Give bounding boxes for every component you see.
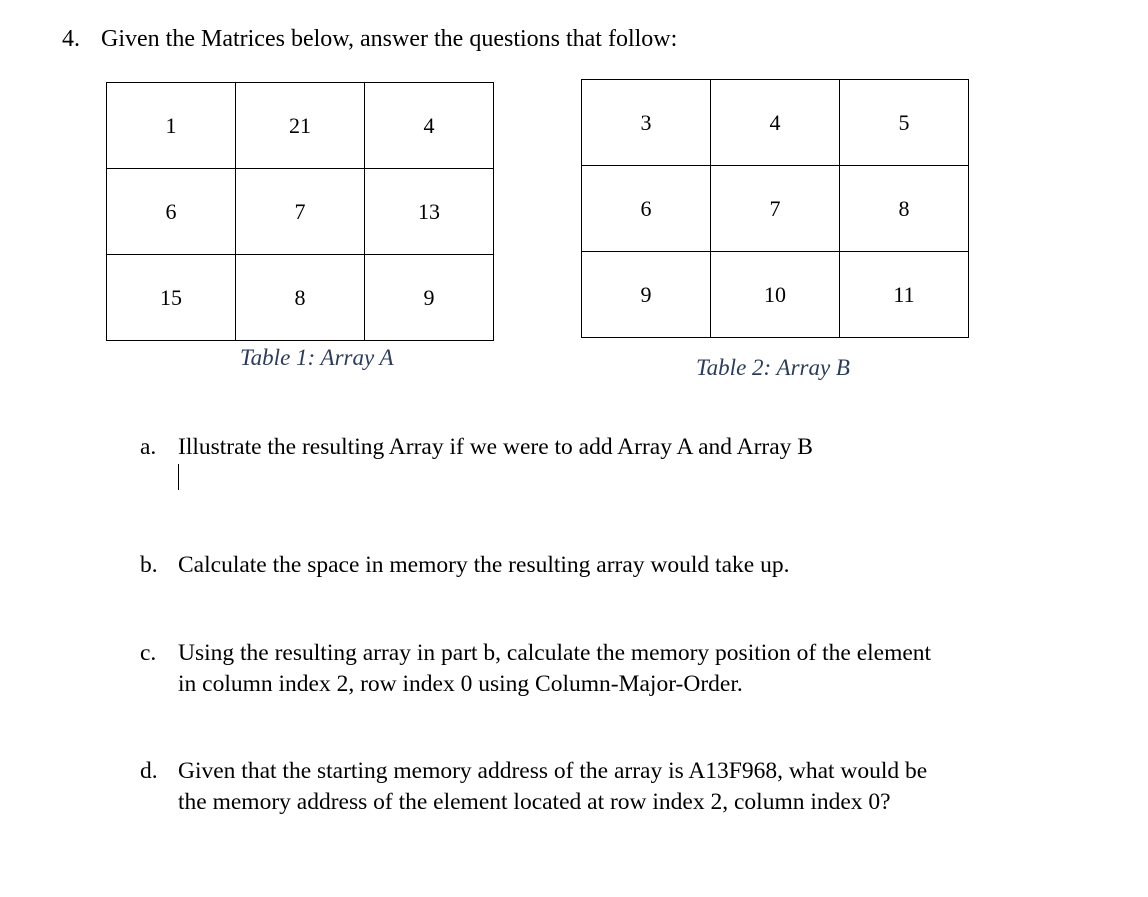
item-text-line: Illustrate the resulting Array if we were to add Array A and Array B — [178, 434, 813, 460]
array-b-cell: 7 — [711, 166, 840, 252]
array-b-cell: 9 — [582, 252, 711, 338]
question-item-d — [140, 756, 927, 818]
table-row — [582, 166, 969, 252]
array-b-cell: 6 — [582, 166, 711, 252]
table-row — [582, 80, 969, 166]
array-a-cell: 4 — [365, 83, 494, 169]
item-letter: c. — [140, 640, 157, 666]
array-a-caption: Table 1: Array A — [240, 345, 394, 370]
question-number: 4. — [62, 26, 80, 52]
array-a-cell: 8 — [236, 255, 365, 341]
array-b-cell: 11 — [840, 252, 969, 338]
array-a-cell: 13 — [365, 169, 494, 255]
array-b-cell: 8 — [840, 166, 969, 252]
array-a-table — [106, 82, 494, 341]
array-a-cell: 1 — [107, 83, 236, 169]
array-b-cell: 5 — [840, 80, 969, 166]
array-b-caption: Table 2: Array B — [696, 355, 850, 380]
item-text-line: Calculate the space in memory the resulting array would take up. — [178, 552, 790, 578]
question-prompt: Given the Matrices below, answer the questions that follow: — [101, 26, 678, 52]
item-text-line: the memory address of the element located at row index 2, column index 0? — [178, 789, 891, 815]
item-letter: a. — [140, 434, 157, 460]
question-item-b — [140, 550, 789, 581]
array-b-cell: 3 — [582, 80, 711, 166]
array-a-cell: 15 — [107, 255, 236, 341]
array-a-cell: 7 — [236, 169, 365, 255]
array-b-cell: 10 — [711, 252, 840, 338]
item-text-line: Using the resulting array in part b, calculate the memory position of the element — [178, 640, 932, 666]
item-text-line: in column index 2, row index 0 using Column-Major-Order. — [178, 671, 743, 697]
array-b-cell: 4 — [711, 80, 840, 166]
array-a-cell: 21 — [236, 83, 365, 169]
item-text-line: Given that the starting memory address of the array is A13F968, what would be — [178, 758, 928, 784]
table-row — [582, 252, 969, 338]
item-letter: b. — [140, 552, 158, 578]
array-b-table — [581, 79, 969, 338]
table-row — [107, 255, 494, 341]
question-heading — [62, 24, 677, 54]
array-a-cell: 6 — [107, 169, 236, 255]
table-row — [107, 169, 494, 255]
item-letter: d. — [140, 758, 158, 784]
text-cursor[interactable] — [178, 464, 179, 490]
table-row — [107, 83, 494, 169]
array-a-cell: 9 — [365, 255, 494, 341]
question-item-a — [140, 432, 813, 463]
question-item-c — [140, 638, 931, 700]
